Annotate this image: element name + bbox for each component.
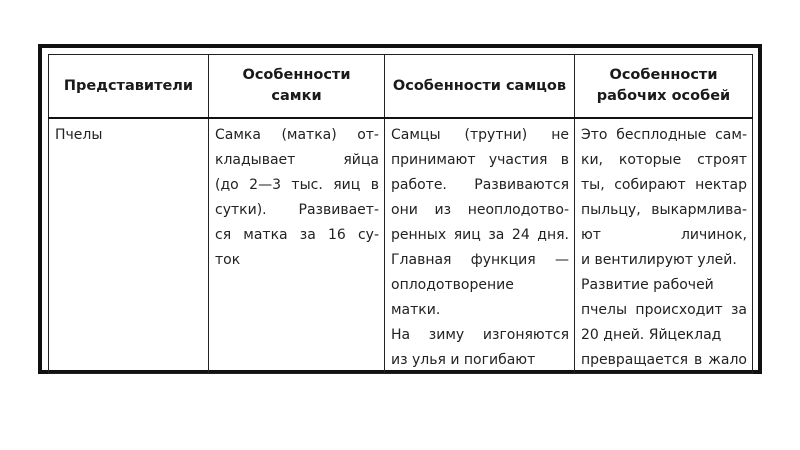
male-line: матки. bbox=[391, 302, 441, 318]
female-line: (до 2—3 тыс. яиц в bbox=[215, 177, 379, 193]
female-line: ся матка за 16 су- bbox=[215, 227, 379, 243]
worker-line: пчелы происходит за bbox=[581, 302, 747, 318]
worker-line: и вентилируют улей. bbox=[581, 252, 737, 268]
cell-female bbox=[209, 118, 385, 374]
worker-line: ют личинок, bbox=[581, 227, 747, 243]
female-line: кладывает яйца bbox=[215, 152, 379, 168]
male-line: они из неоплодотво- bbox=[391, 202, 569, 218]
male-line: из улья и погибают bbox=[391, 352, 536, 368]
male-line: ренных яиц за 24 дня. bbox=[391, 227, 569, 243]
male-line: оплодотворение bbox=[391, 277, 514, 293]
worker-line: 20 дней. Яйцеклад bbox=[581, 327, 722, 343]
male-line: принимают участия в bbox=[391, 152, 569, 168]
worker-line: пыльцу, выкармлива- bbox=[581, 202, 747, 218]
header-female-features: Особенности самки bbox=[209, 55, 385, 119]
representative-name: Пчелы bbox=[55, 127, 103, 143]
worker-line: ты, собирают нектар bbox=[581, 177, 747, 193]
table-row bbox=[49, 118, 753, 374]
header-representatives: Представители bbox=[49, 55, 209, 119]
female-line: Самка (матка) от- bbox=[215, 127, 379, 143]
table-header-row bbox=[49, 55, 753, 119]
worker-line: ки, которые строят bbox=[581, 152, 747, 168]
male-line: работе. Развиваются bbox=[391, 177, 569, 193]
comparison-table bbox=[48, 54, 753, 374]
worker-line: Это бесплодные сам- bbox=[581, 127, 747, 143]
cell-male bbox=[385, 118, 575, 374]
table-frame bbox=[38, 44, 762, 374]
header-worker-features: Особенности рабочих особей bbox=[575, 55, 753, 119]
male-line: На зиму изгоняются bbox=[391, 327, 569, 343]
male-line: Самцы (трутни) не bbox=[391, 127, 569, 143]
cell-worker bbox=[575, 118, 753, 374]
header-male-features: Особенности самцов bbox=[385, 55, 575, 119]
worker-line: превращается в жало bbox=[581, 352, 747, 368]
cell-representative bbox=[49, 118, 209, 374]
worker-line: Развитие рабочей bbox=[581, 277, 714, 293]
female-line: сутки). Развивает- bbox=[215, 202, 379, 218]
male-line: Главная функция — bbox=[391, 252, 569, 268]
female-line: ток bbox=[215, 252, 241, 268]
